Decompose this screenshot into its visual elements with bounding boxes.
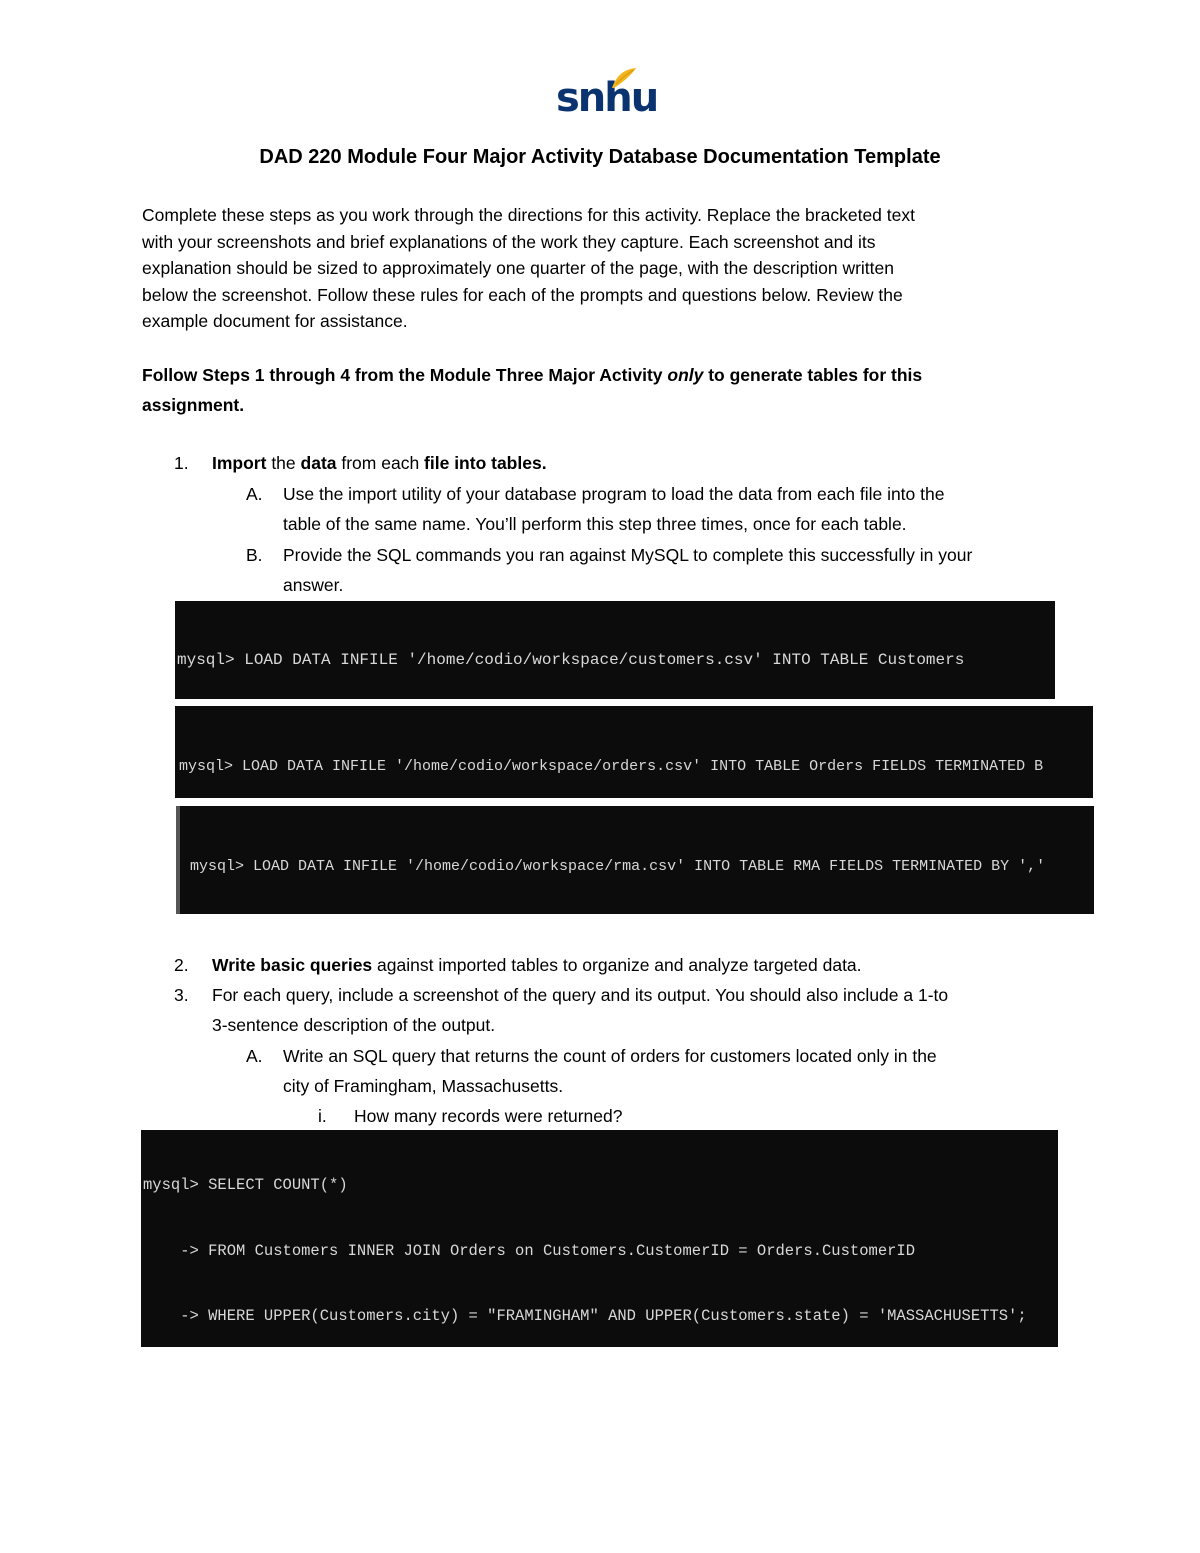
step-2-bold: Write basic queries: [212, 955, 373, 975]
step-3a-label: A.: [246, 1046, 263, 1066]
follow-line-1: [142, 360, 1052, 390]
terminal-screenshot-orders: [175, 706, 1093, 798]
step-1-text: [212, 450, 547, 476]
terminal-screenshot-count-query: [141, 1130, 1058, 1347]
step-2-number: 2.: [174, 955, 189, 975]
snhu-logo: [552, 62, 658, 124]
step-3: [0, 982, 1200, 1132]
intro-line: explanation should be sized to approximately one quarter of the page, with the description written: [142, 258, 894, 278]
step-2-text: [212, 952, 862, 978]
terminal-line: -> WHERE UPPER(Customers.city) = "FRAMINGHAM" AND UPPER(Customers.state) = 'MASSACHUSETTS';: [143, 1306, 1027, 1325]
step-1: [0, 450, 1200, 600]
step-1b-label: B.: [246, 545, 263, 565]
follow-steps-paragraph: [142, 360, 1052, 420]
logo-leaf-icon: [610, 66, 638, 90]
step-3-line-1: For each query, include a screenshot of the query and its output. You should also include a 1-to: [212, 985, 949, 1005]
step-3-line-2: 3-sentence description of the output.: [212, 1015, 496, 1035]
terminal-line: mysql> LOAD DATA INFILE '/home/codio/workspace/rma.csv' INTO TABLE RMA FIELDS TERMINATED BY ',': [190, 858, 1046, 875]
logo-text: snhu: [556, 75, 658, 121]
terminal-screenshot-customers: [175, 601, 1055, 699]
terminal-screenshot-rma: [176, 806, 1094, 914]
step-3ai-label: i.: [318, 1106, 327, 1126]
step-1-bold-import: Import: [212, 453, 267, 473]
terminal-line: -> FROM Customers INNER JOIN Orders on Customers.CustomerID = Orders.CustomerID: [143, 1241, 916, 1260]
follow-emphasis: only: [667, 365, 704, 385]
step-3a-line-1: Write an SQL query that returns the count of orders for customers located only in the: [283, 1046, 937, 1066]
step-1a-label: A.: [246, 484, 263, 504]
intro-line: below the screenshot. Follow these rules for each of the prompts and questions below. Review the: [142, 284, 903, 305]
follow-part1: Follow Steps 1 through 4 from the Module Three Major Activity: [142, 365, 668, 385]
intro-line: example document for assistance.: [142, 311, 408, 331]
step-1b-line-2: answer.: [283, 575, 344, 595]
terminal-line: mysql> LOAD DATA INFILE '/home/codio/workspace/orders.csv' INTO TABLE Orders FIELDS TERMINATED B: [179, 758, 1044, 775]
step-1-text-b: from each: [336, 453, 425, 473]
step-3a-line-2: city of Framingham, Massachusetts.: [283, 1076, 564, 1096]
step-1-number: 1.: [174, 453, 189, 473]
step-3ai-text: How many records were returned?: [354, 1106, 623, 1126]
page-title: DAD 220 Module Four Major Activity Database Documentation Template: [259, 146, 941, 168]
follow-line-2: assignment.: [142, 395, 245, 415]
step-1a-line-1: Use the import utility of your database program to load the data from each file into the: [283, 484, 945, 504]
step-1a-line-2: table of the same name. You’ll perform this step three times, once for each table.: [283, 514, 907, 534]
intro-line: with your screenshots and brief explanations of the work they capture. Each screenshot and its: [142, 231, 876, 252]
step-1-bold-data: data: [300, 453, 337, 473]
step-3-number: 3.: [174, 985, 189, 1005]
follow-part2: to generate tables for this: [703, 365, 923, 385]
step-1-bold-files: file into tables.: [424, 453, 547, 473]
step-2: [0, 952, 1200, 980]
intro-line: Complete these steps as you work through the directions for this activity. Replace the bracketed text: [142, 205, 915, 225]
step-1-text-a: the: [266, 453, 301, 473]
terminal-line: mysql> SELECT COUNT(*): [143, 1176, 348, 1195]
intro-paragraph: [142, 202, 1052, 335]
step-2-rest: against imported tables to organize and analyze targeted data.: [372, 955, 862, 975]
terminal-line: mysql> LOAD DATA INFILE '/home/codio/workspace/customers.csv' INTO TABLE Customers: [177, 651, 965, 669]
step-1b-line-1: Provide the SQL commands you ran against MySQL to complete this successfully in your: [283, 545, 973, 565]
